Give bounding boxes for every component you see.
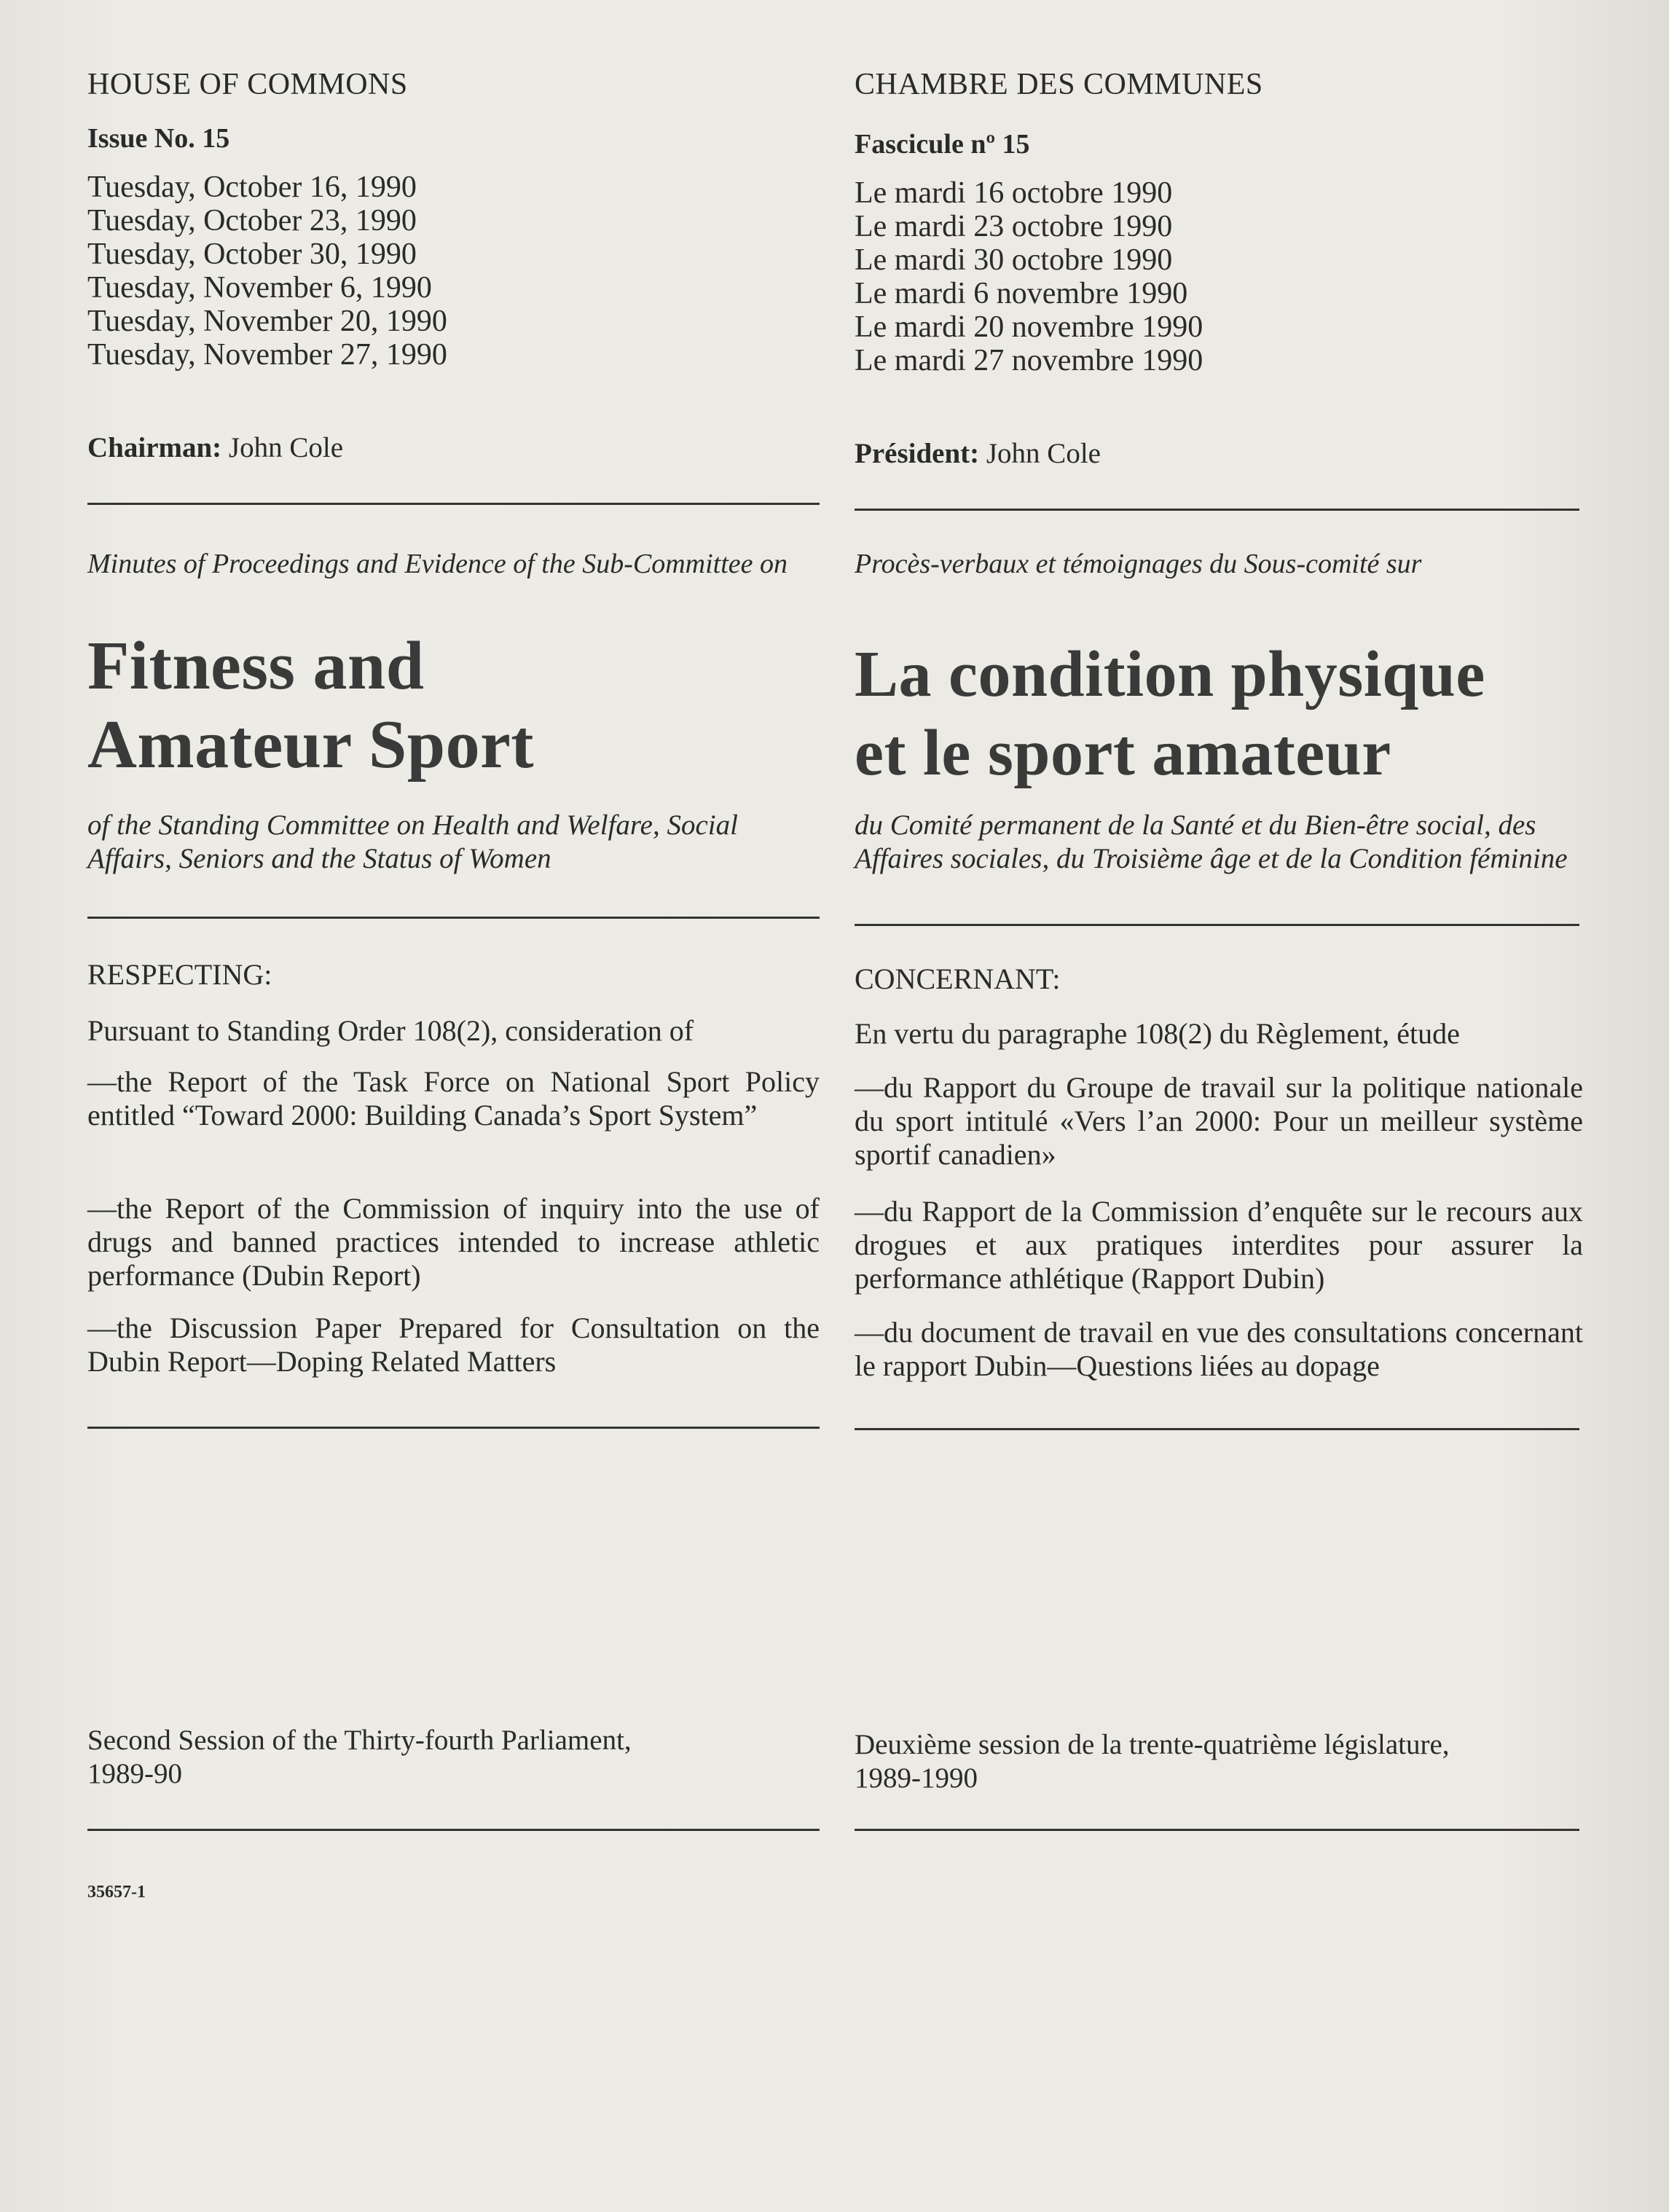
meeting-date: Le mardi 20 novembre 1990 bbox=[855, 310, 1203, 344]
agenda-item: —du Rapport du Groupe de travail sur la politique nationale du sport intitulé «Vers l’an 2000: Pour un meilleur système sportif canadien» bbox=[855, 1071, 1583, 1171]
respecting-heading: RESPECTING: bbox=[87, 958, 272, 991]
divider bbox=[87, 1427, 820, 1429]
meeting-date: Tuesday, October 23, 1990 bbox=[87, 204, 417, 238]
house-heading: CHAMBRE DES COMMUNES bbox=[855, 68, 1263, 101]
respecting-heading: CONCERNANT: bbox=[855, 962, 1061, 995]
chairman-label: Chairman: bbox=[87, 432, 222, 463]
minutes-heading: Procès-verbaux et témoignages du Sous-comité sur bbox=[855, 549, 1422, 579]
meeting-date: Tuesday, October 16, 1990 bbox=[87, 170, 417, 204]
divider bbox=[87, 503, 820, 505]
meeting-date: Tuesday, November 6, 1990 bbox=[87, 271, 432, 305]
subcommittee-title bbox=[855, 635, 1485, 793]
divider bbox=[855, 1829, 1579, 1831]
document-code: 35657-1 bbox=[87, 1883, 146, 1902]
committee-name: du Comité permanent de la Santé et du Bien-être social, des Affaires sociales, du Troisième âge et de la Condition féminine bbox=[855, 809, 1568, 874]
chairman-name: John Cole bbox=[221, 432, 344, 463]
session-info bbox=[855, 1728, 1450, 1795]
meeting-date: Le mardi 16 octobre 1990 bbox=[855, 176, 1173, 210]
chairman bbox=[855, 437, 1101, 470]
agenda-item: —du Rapport de la Commission d’enquête sur le recours aux drogues et aux pratiques interdites pour assurer la performance athlétique (Rapport Dubin) bbox=[855, 1195, 1583, 1295]
agenda-item: —the Report of the Task Force on National Sport Policy entitled “Toward 2000: Building Canada’s Sport System” bbox=[87, 1065, 820, 1132]
issue-number: Fascicule nº 15 bbox=[855, 129, 1030, 160]
session-info bbox=[87, 1724, 632, 1791]
title-line: Fitness and bbox=[87, 628, 425, 704]
meeting-date: Tuesday, October 30, 1990 bbox=[87, 238, 417, 271]
meeting-dates bbox=[855, 176, 1203, 377]
title-line: et le sport amateur bbox=[855, 717, 1391, 789]
meeting-date: Le mardi 6 novembre 1990 bbox=[855, 277, 1188, 310]
meeting-date: Tuesday, November 27, 1990 bbox=[87, 338, 447, 372]
meeting-date: Le mardi 27 novembre 1990 bbox=[855, 344, 1203, 377]
subcommittee-title bbox=[87, 627, 534, 784]
title-line: Amateur Sport bbox=[87, 707, 535, 783]
meeting-dates bbox=[87, 170, 447, 372]
meeting-date: Le mardi 23 octobre 1990 bbox=[855, 210, 1173, 243]
meeting-date: Tuesday, November 20, 1990 bbox=[87, 305, 447, 338]
committee-name: of the Standing Committee on Health and Welfare, Social Affairs, Seniors and the Status of Women bbox=[87, 809, 738, 874]
session-line: 1989-1990 bbox=[855, 1762, 978, 1794]
session-line: Second Session of the Thirty-fourth Parliament, bbox=[87, 1725, 632, 1756]
session-line: Deuxième session de la trente-quatrième législature, bbox=[855, 1729, 1450, 1760]
chairman-label: Président: bbox=[855, 438, 980, 469]
divider bbox=[855, 1428, 1579, 1430]
order-of-reference: Pursuant to Standing Order 108(2), consideration of bbox=[87, 1014, 694, 1047]
divider bbox=[87, 1829, 820, 1831]
divider bbox=[855, 924, 1579, 926]
chairman-name: John Cole bbox=[979, 438, 1101, 469]
minutes-heading: Minutes of Proceedings and Evidence of the Sub-Committee on bbox=[87, 549, 788, 579]
order-of-reference: En vertu du paragraphe 108(2) du Règlement, étude bbox=[855, 1017, 1460, 1050]
session-line: 1989-90 bbox=[87, 1758, 182, 1789]
divider bbox=[87, 917, 820, 919]
house-heading: HOUSE OF COMMONS bbox=[87, 68, 408, 101]
chairman bbox=[87, 431, 343, 464]
agenda-item: —the Discussion Paper Prepared for Consultation on the Dubin Report—Doping Related Matters bbox=[87, 1311, 820, 1378]
issue-number: Issue No. 15 bbox=[87, 123, 230, 154]
meeting-date: Le mardi 30 octobre 1990 bbox=[855, 243, 1173, 277]
divider bbox=[855, 509, 1579, 511]
agenda-item: —the Report of the Commission of inquiry into the use of drugs and banned practices intended to increase athletic performance (Dubin Report) bbox=[87, 1192, 820, 1292]
agenda-item: —du document de travail en vue des consultations concernant le rapport Dubin—Questions liées au dopage bbox=[855, 1316, 1583, 1382]
title-line: La condition physique bbox=[855, 638, 1485, 710]
